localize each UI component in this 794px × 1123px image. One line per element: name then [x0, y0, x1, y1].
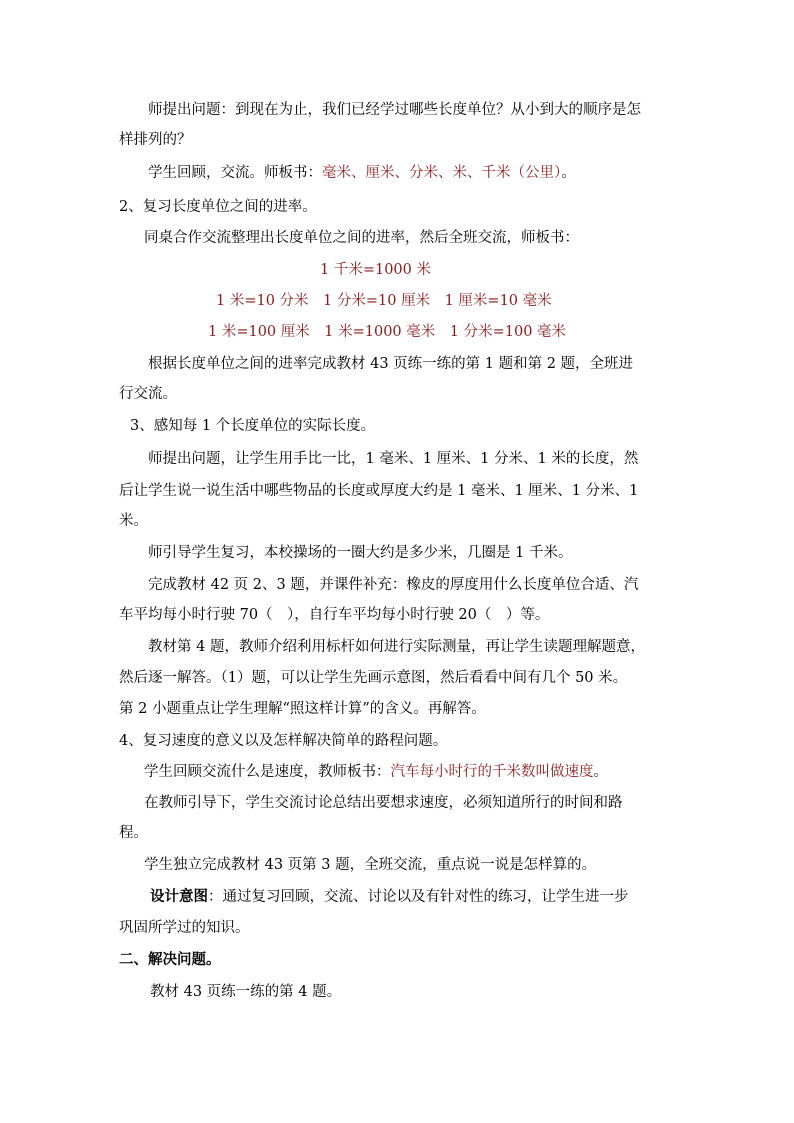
- board-writing: 毫米、厘米、分米、米、千米（公里）: [322, 165, 562, 181]
- section-heading: 4、复习速度的意义以及怎样解决简单的路程问题。: [119, 733, 448, 749]
- paragraph-line: 然后逐一解答。（1）题，可以让学生先画示意图，然后看看中间有几个 50 米。: [119, 670, 628, 686]
- paragraph-line: 在教师引导下，学生交流讨论总结出要想求速度，必须知道所行的时间和路: [144, 795, 623, 811]
- paragraph-line: 教材 43 页练一练的第 4 题。: [150, 984, 342, 1000]
- board-rate-line: 1 千米=1000 米: [320, 262, 431, 278]
- paragraph-line: 巩固所学过的知识。: [119, 920, 250, 936]
- board-writing: 汽车每小时行的千米数叫做速度: [390, 764, 594, 780]
- paragraph-line: 第 2 小题重点让学生理解“照这样计算”的含义。再解答。: [119, 701, 486, 717]
- paragraph-text: 。: [561, 165, 576, 181]
- paragraph-text: 。: [593, 764, 608, 780]
- paragraph-line: 米。: [119, 513, 148, 529]
- paragraph-text: 学生回顾，交流。师板书：: [148, 165, 322, 181]
- paragraph-text: ：通过复习回顾，交流、讨论以及有针对性的练习，让学生进一步: [208, 889, 629, 905]
- paragraph-line: 学生独立完成教材 43 页第 3 题，全班交流，重点说一说是怎样算的。: [144, 857, 597, 873]
- paragraph-line: 程。: [119, 825, 148, 841]
- paragraph-line: 车平均每小时行驶 70（ ），自行车平均每小时行驶 20（ ）等。: [119, 607, 550, 623]
- paragraph-line: 样排列的？: [119, 132, 192, 148]
- paragraph-line: [148, 163, 576, 183]
- paragraph-text: 学生回顾交流什么是速度，教师板书：: [144, 764, 391, 780]
- section-heading: 2、复习长度单位之间的进率。: [119, 199, 317, 215]
- paragraph-line: 后让学生说一说生活中哪些物品的长度或厚度大约是 1 毫米、1 厘米、1 分米、1: [119, 483, 639, 499]
- paragraph-line: [144, 762, 608, 782]
- paragraph-line: 师提出问题，让学生用手比一比，1 毫米、1 厘米、1 分米、1 米的长度，然: [148, 451, 639, 467]
- paragraph-line: [150, 887, 629, 907]
- design-intent-label: 设计意图: [150, 888, 208, 905]
- paragraph-line: 同桌合作交流整理出长度单位之间的进率，然后全班交流，师板书：: [144, 230, 579, 246]
- board-rate-line: 1 米=100 厘米 1 米=1000 毫米 1 分米=100 毫米: [208, 324, 567, 340]
- paragraph-line: 师引导学生复习，本校操场的一圈大约是多少米，几圈是 1 千米。: [148, 545, 573, 561]
- section-heading: 3、感知每 1 个长度单位的实际长度。: [130, 418, 376, 434]
- paragraph-line: 师提出问题：到现在为止，我们已经学过哪些长度单位？从小到大的顺序是怎: [148, 102, 641, 118]
- board-rate-line: 1 米=10 分米 1 分米=10 厘米 1 厘米=10 毫米: [216, 293, 552, 309]
- paragraph-line: 教材第 4 题，教师介绍利用标杆如何进行实际测量，再让学生读题理解题意，: [148, 639, 645, 655]
- paragraph-line: 完成教材 42 页 2、3 题，并课件补充：橡皮的厚度用什么长度单位合适、汽: [148, 577, 639, 593]
- paragraph-line: 根据长度单位之间的进率完成教材 43 页练一练的第 1 题和第 2 题，全班进: [148, 356, 634, 372]
- section-heading: 二、解决问题。: [119, 951, 221, 968]
- paragraph-line: 行交流。: [119, 386, 177, 402]
